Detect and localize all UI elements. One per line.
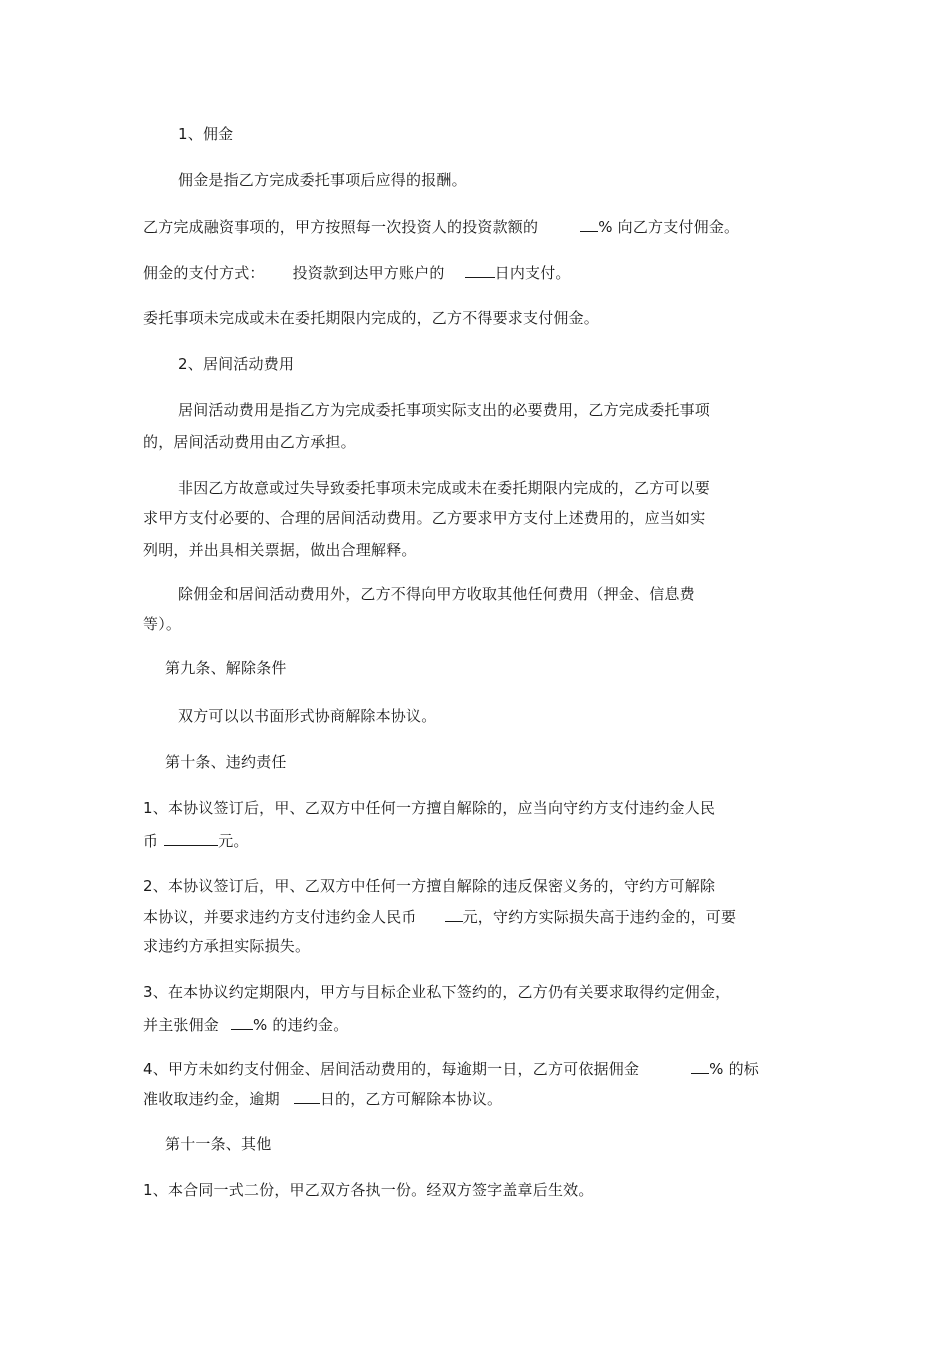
expenses-para3-line2: 等）。 <box>143 615 182 633</box>
article-10-item1-line2 <box>143 830 249 851</box>
item1-amount-blank <box>164 830 218 846</box>
article-10-item3-line2 <box>143 1014 348 1035</box>
item1-currency-text: 币 <box>143 832 159 850</box>
section-heading-expenses: 2、居间活动费用 <box>178 355 295 373</box>
payment-method-text: 投资款到达甲方账户的 <box>292 264 445 282</box>
article-9-heading: 第九条、解除条件 <box>165 659 287 677</box>
commission-payment-clause <box>143 262 571 283</box>
commission-rate-blank <box>580 216 598 232</box>
commission-no-claim: 委托事项未完成或未在委托期限内完成的，乙方不得要求支付佣金。 <box>143 309 600 327</box>
item2-text-a: 本协议，并要求违约方支付违约金人民币 <box>143 908 417 926</box>
expenses-para1-line2: 的，居间活动费用由乙方承担。 <box>143 433 356 451</box>
article-10-heading: 第十条、违约责任 <box>165 753 287 771</box>
commission-rate-suffix: % 向乙方支付佣金。 <box>598 218 740 236</box>
section-heading-commission: 1、佣金 <box>178 125 234 143</box>
expenses-para2-line3: 列明，并出具相关票据，做出合理解释。 <box>143 541 417 559</box>
article-10-item2-line2 <box>143 906 736 927</box>
article-10-item2-line3: 求违约方承担实际损失。 <box>143 937 311 955</box>
article-10-item2-line1: 2、本协议签订后，甲、乙双方中任何一方擅自解除的违反保密义务的，守约方可解除 <box>143 877 716 895</box>
expenses-para1-line1: 居间活动费用是指乙方为完成委托事项实际支出的必要费用，乙方完成委托事项 <box>178 401 711 419</box>
payment-days-blank <box>465 262 495 278</box>
item4-text-d: 日的，乙方可解除本协议。 <box>319 1090 503 1108</box>
item2-text-b: 元，守约方实际损失高于违约金的，可要 <box>462 908 737 926</box>
article-10-item1-line1: 1、本协议签订后，甲、乙双方中任何一方擅自解除的，应当向守约方支付违约金人民 <box>143 799 716 817</box>
item4-text-a: 4、甲方未如约支付佣金、居间活动费用的，每逾期一日，乙方可依据佣金 <box>143 1060 640 1078</box>
commission-definition: 佣金是指乙方完成委托事项后应得的报酬。 <box>178 171 467 189</box>
item1-currency-suffix: 元。 <box>218 832 249 850</box>
item4-text-b: % 的标 <box>709 1060 759 1078</box>
payment-method-suffix: 日内支付。 <box>494 264 571 282</box>
expenses-para2-line2: 求甲方支付必要的、合理的居间活动费用。乙方要求甲方支付上述费用的，应当如实 <box>143 509 706 527</box>
payment-method-label: 佣金的支付方式： <box>143 264 265 282</box>
article-10-item3-line1: 3、在本协议约定期限内，甲方与目标企业私下签约的，乙方仍有关要求取得约定佣金， <box>143 983 731 1001</box>
item2-amount-blank <box>445 906 463 922</box>
article-9-body: 双方可以以书面形式协商解除本协议。 <box>178 707 437 725</box>
item3-text-a: 并主张佣金 <box>143 1016 220 1034</box>
expenses-para2-line1: 非因乙方故意或过失导致委托事项未完成或未在委托期限内完成的，乙方可以要 <box>178 479 711 497</box>
item4-percent-blank <box>691 1058 709 1074</box>
commission-rate-text: 乙方完成融资事项的，甲方按照每一次投资人的投资款额的 <box>143 218 539 236</box>
article-10-item4-line2 <box>143 1088 502 1109</box>
item4-days-blank <box>294 1088 320 1104</box>
expenses-para3-line1: 除佣金和居间活动费用外，乙方不得向甲方收取其他任何费用（押金、信息费 <box>178 585 695 603</box>
item3-text-b: % 的违约金。 <box>253 1016 349 1034</box>
item4-text-c: 准收取违约金，逾期 <box>143 1090 280 1108</box>
article-11-heading: 第十一条、其他 <box>165 1135 272 1153</box>
article-11-item1: 1、本合同一式二份，甲乙双方各执一份。经双方签字盖章后生效。 <box>143 1181 594 1199</box>
item3-percent-blank <box>231 1014 253 1030</box>
commission-rate-clause <box>143 216 739 237</box>
article-10-item4-line1 <box>143 1058 759 1079</box>
